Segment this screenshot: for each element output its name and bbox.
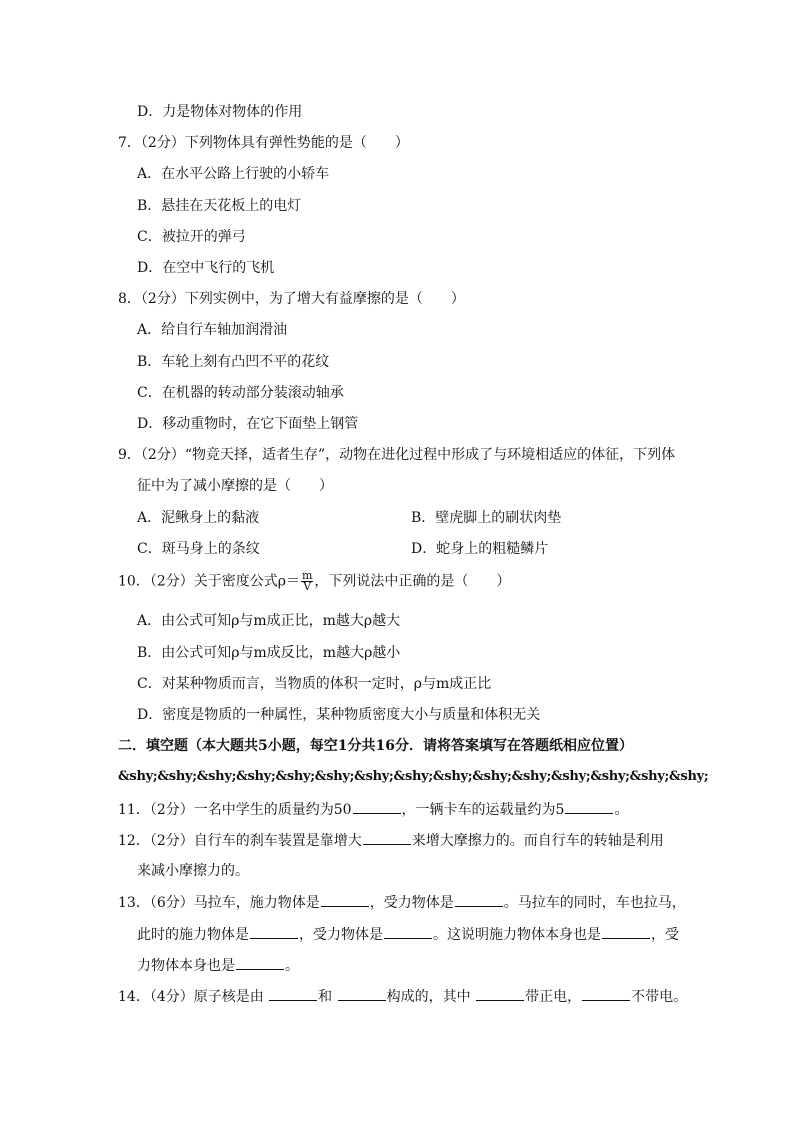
q13-blank-1[interactable]	[321, 892, 369, 907]
q12-part2: 来增大摩擦力的。而自行车的转轴是利用	[411, 833, 664, 849]
q11-part3: 。	[614, 802, 629, 818]
q9-stem-line2: 征中为了减小摩擦的是（ ）	[137, 478, 333, 494]
section2-shy-entities: &shy;&shy;&shy;&shy;&shy;&shy;&shy;&shy;&shy;&shy;&shy;&shy;&shy;&shy;&shy;	[118, 769, 709, 784]
q10-stem-pre: 10．（2分）关于密度公式ρ＝	[118, 573, 300, 590]
q13-line2-part3: 。这说明施力物体本身也是	[433, 927, 601, 943]
q11-part1: 11．（2分）一名中学生的质量约为50	[118, 802, 352, 818]
q10-option-a: A．由公式可知ρ与m成正比，m越大ρ越大	[137, 613, 401, 629]
q11-blank-1[interactable]	[353, 799, 401, 814]
q13-blank-3[interactable]	[250, 924, 298, 939]
q10-option-b: B．由公式可知ρ与m成反比，m越大ρ越小	[137, 645, 401, 661]
q8-option-a: A．给自行车轴加润滑油	[137, 322, 288, 338]
section2-title: 二．填空题（本大题共5小题，每空1分共16分．请将答案填写在答题纸相应位置）	[118, 738, 633, 754]
q7-option-d: D．在空中飞行的飞机	[137, 260, 275, 276]
fraction-numerator: m	[301, 569, 313, 582]
q12-part1: 12．（2分）自行车的刹车装置是靠增大	[118, 833, 362, 849]
q13-line3-part1: 力物体本身也是	[137, 958, 235, 974]
q13-blank-4[interactable]	[384, 924, 432, 939]
q14-part5: 不带电。	[631, 989, 688, 1005]
q12-blank-1[interactable]	[363, 830, 411, 845]
q13-blank-2[interactable]	[455, 892, 503, 907]
q13-line2-part4: ，受	[651, 927, 679, 943]
q9-stem-line1: 9．（2分）“物竞天择，适者生存”，动物在进化过程中形成了与环境相适应的体征，下列体	[118, 447, 676, 463]
fraction-denominator: V	[303, 580, 312, 593]
q14-blank-3[interactable]	[476, 986, 524, 1001]
q7-stem: 7．（2分）下列物体具有弹性势能的是（ ）	[118, 135, 409, 151]
q14-blank-4[interactable]	[582, 986, 630, 1001]
q14-part2: 和	[318, 989, 337, 1005]
q6-option-d: D．力是物体对物体的作用	[137, 104, 303, 120]
q9-option-b: B．壁虎脚上的刷状肉垫	[411, 510, 562, 526]
q13-blank-5[interactable]	[602, 924, 650, 939]
q7-option-a: A．在水平公路上行驶的小轿车	[137, 166, 330, 182]
q7-option-b: B．悬挂在天花板上的电灯	[137, 198, 302, 214]
q11-blank-2[interactable]	[565, 799, 613, 814]
q8-stem: 8．（2分）下列实例中，为了增大有益摩擦的是（ ）	[118, 291, 465, 307]
q13-part3: 。马拉车的同时，车也拉马，	[503, 895, 686, 911]
q10-option-d: D．密度是物质的一种属性，某种物质密度大小与质量和体积无关	[137, 707, 541, 723]
q11	[118, 799, 628, 820]
q8-option-b: B．车轮上刻有凸凹不平的花纹	[137, 354, 330, 370]
q10-stem-post: ，下列说法中正确的是（ ）	[314, 573, 511, 590]
q8-option-d: D．移动重物时，在它下面垫上钢管	[137, 416, 359, 432]
q13-part1: 13．（6分）马拉车，施力物体是	[118, 895, 320, 911]
q8-option-c: C．在机器的转动部分装滚动轴承	[137, 385, 344, 401]
q13-line2	[137, 924, 679, 945]
q13-line3-part2: 。	[285, 958, 299, 974]
q13-line3	[137, 955, 299, 976]
q9-option-d: D．蛇身上的粗糙鳞片	[411, 541, 549, 557]
q12-line1	[118, 830, 664, 851]
q10-option-c: C．对某种物质而言，当物质的体积一定时，ρ与m成正比	[137, 676, 492, 692]
q12-line2: 来减小摩擦力的。	[137, 863, 249, 879]
density-fraction	[301, 571, 313, 592]
q14-blank-2[interactable]	[338, 986, 386, 1001]
q13-blank-6[interactable]	[236, 955, 284, 970]
q9-option-a: A．泥鳅身上的黏液	[137, 510, 260, 526]
q14	[118, 986, 687, 1007]
q7-option-c: C．被拉开的弹弓	[137, 229, 246, 245]
q14-blank-1[interactable]	[269, 986, 317, 1001]
q11-part2: ，一辆卡车的运载量约为5	[401, 802, 565, 818]
q13-part2: ，受力物体是	[369, 895, 454, 911]
q10-stem	[118, 571, 510, 592]
q13-line2-part1: 此时的施力物体是	[137, 927, 249, 943]
q14-part1: 14．（4分）原子核是由	[118, 989, 269, 1005]
q14-part3: 构成的，其中	[386, 989, 476, 1005]
q13-line1	[118, 892, 686, 913]
q9-option-c: C．斑马身上的条纹	[137, 541, 260, 557]
q13-line2-part2: ，受力物体是	[299, 927, 383, 943]
q14-part4: 带正电，	[525, 989, 582, 1005]
